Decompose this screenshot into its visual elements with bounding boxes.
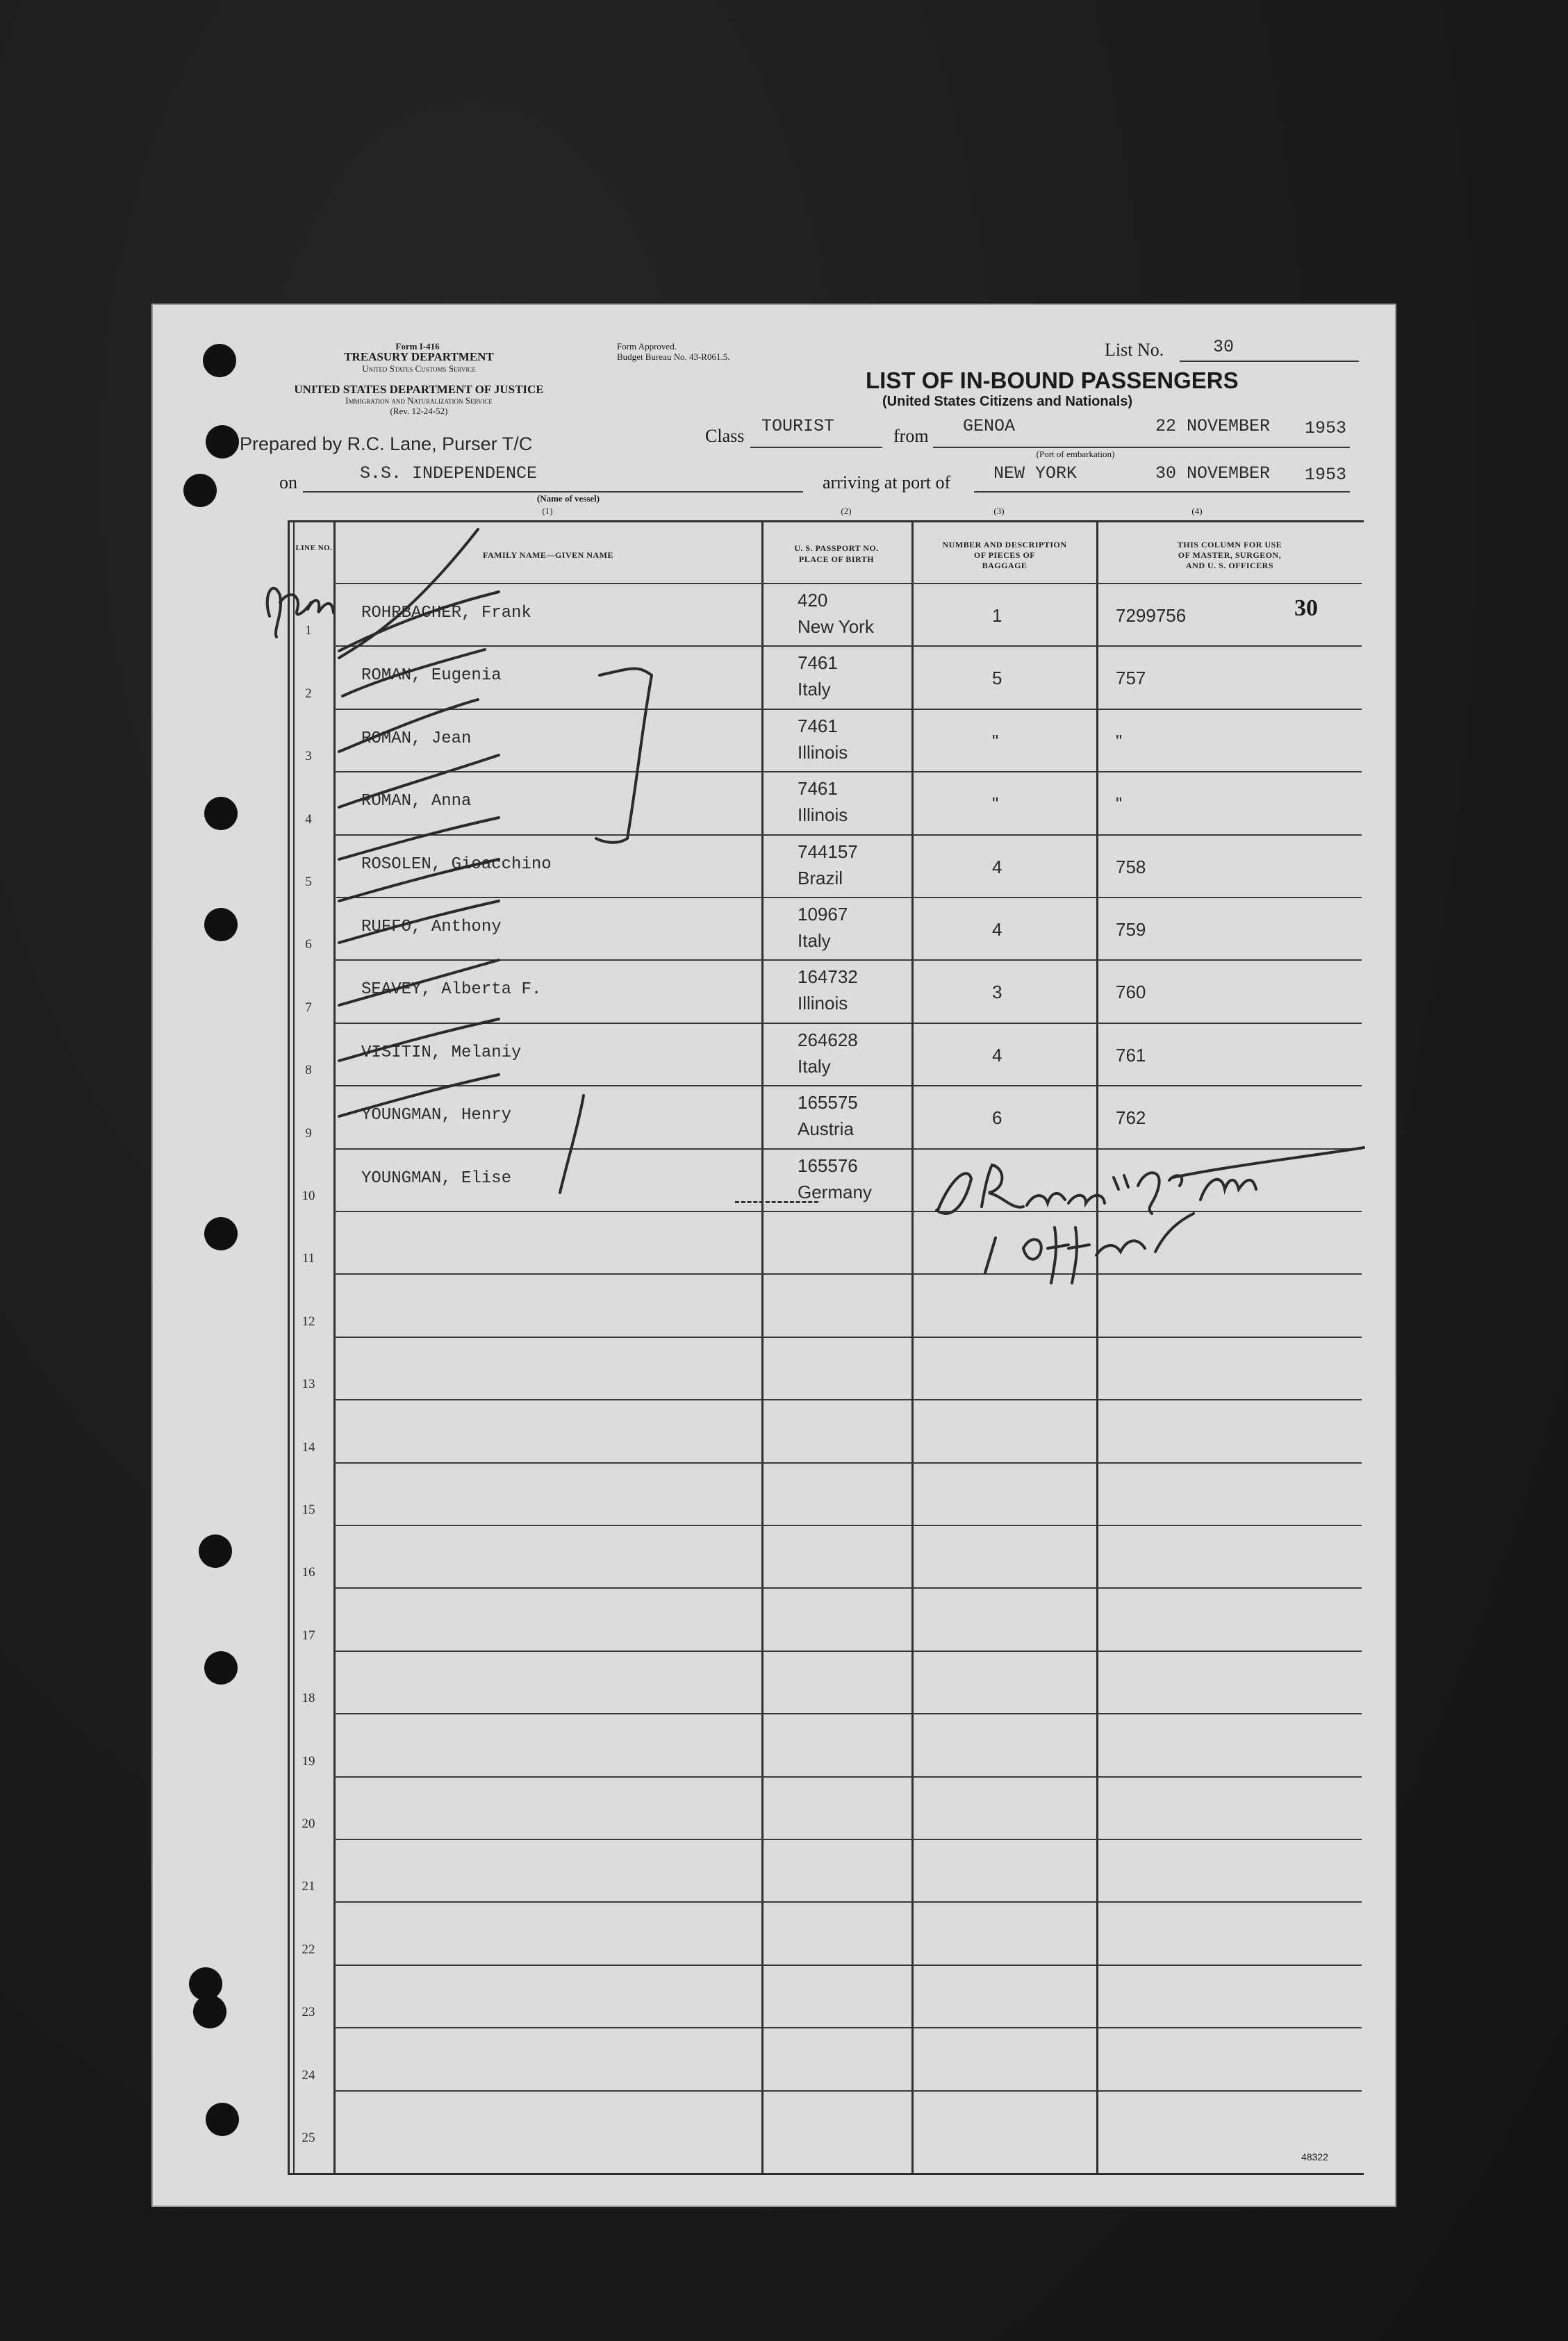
passenger-name: YOUNGMAN, Elise xyxy=(361,1168,512,1188)
line-number: 2 xyxy=(305,686,312,701)
officer-number: " xyxy=(1116,793,1123,815)
baggage-pieces: 5 xyxy=(992,668,1002,689)
arriving-label: arriving at port of xyxy=(823,472,951,493)
class-label: Class xyxy=(705,426,745,446)
service2: Immigration and Naturalization Service xyxy=(345,395,493,406)
form-approved: Form Approved. xyxy=(617,341,677,351)
passenger-name: ROHRBACHER, Frank xyxy=(361,604,531,622)
department2: UNITED STATES DEPARTMENT OF JUSTICE xyxy=(294,383,544,396)
footer-code: 48322 xyxy=(1301,2151,1328,2162)
officer-number: 759 xyxy=(1116,919,1146,940)
line-number: 1 xyxy=(305,623,312,638)
form-number: Form I-416 xyxy=(395,341,440,351)
line-number: 23 xyxy=(302,2005,315,2020)
arrival-port: NEW YORK xyxy=(993,463,1078,483)
passenger-name: YOUNGMAN, Henry xyxy=(361,1106,512,1125)
passenger-name: ROSOLEN, Gioacchino xyxy=(361,854,552,874)
embark-date: 22 NOVEMBER xyxy=(1155,416,1271,436)
line-number: 17 xyxy=(302,1628,315,1643)
officer-number: 760 xyxy=(1116,982,1146,1003)
page-title: LIST OF IN-BOUND PASSENGERS xyxy=(866,367,1239,393)
passport-number: 7461 xyxy=(798,778,838,800)
passenger-name: ROMAN, Eugenia xyxy=(361,666,502,686)
passenger-name: ROMAN, Anna xyxy=(361,792,472,811)
passenger-name: SEAVEY, Alberta F. xyxy=(361,980,542,1000)
revision: (Rev. 12-24-52) xyxy=(390,406,448,416)
passenger-name: RUFFO, Anthony xyxy=(361,918,502,936)
officer-number: 758 xyxy=(1116,856,1146,877)
header-line-no: LINE NO. xyxy=(295,544,333,552)
passport-number: 165575 xyxy=(798,1092,858,1114)
handwritten-note-1 xyxy=(936,1175,1160,1207)
line-number: 6 xyxy=(305,937,312,952)
line-number: 9 xyxy=(305,1125,312,1141)
baggage-pieces: 3 xyxy=(992,982,1002,1003)
list-no-value: 30 xyxy=(1213,337,1235,357)
line-number: 13 xyxy=(302,1377,315,1392)
arrival-date: 30 NOVEMBER xyxy=(1155,463,1271,483)
passport-number: 10967 xyxy=(798,904,848,925)
place-of-birth: New York xyxy=(798,616,874,637)
passport-number: 264628 xyxy=(798,1029,858,1050)
line-number: 14 xyxy=(302,1439,315,1455)
line-number: 4 xyxy=(305,811,312,827)
class-value: TOURIST xyxy=(761,416,835,436)
vessel-caption: (Name of vessel) xyxy=(536,493,600,504)
header-officers-2: OF MASTER, SURGEON, xyxy=(1178,550,1282,560)
form-sheet xyxy=(151,304,1396,2207)
line-number: 8 xyxy=(305,1063,312,1078)
baggage-pieces: 4 xyxy=(992,919,1002,940)
header-baggage-1: NUMBER AND DESCRIPTION xyxy=(942,540,1067,549)
place-of-birth: Germany xyxy=(798,1181,872,1202)
page-subtitle: (United States Citizens and Nationals) xyxy=(882,394,1133,409)
officer-number: 762 xyxy=(1116,1107,1146,1129)
line-number: 22 xyxy=(302,1942,315,1957)
col-num-4: (4) xyxy=(1191,506,1203,516)
place-of-birth: Brazil xyxy=(798,867,843,888)
place-of-birth: Illinois xyxy=(798,993,848,1014)
embark-year: 1953 xyxy=(1305,418,1347,438)
header-passport-2: PLACE OF BIRTH xyxy=(798,554,875,564)
line-number: 25 xyxy=(302,2131,315,2145)
line-number: 21 xyxy=(302,1879,315,1894)
header-name: FAMILY NAME—GIVEN NAME xyxy=(483,550,613,560)
line-number: 16 xyxy=(302,1565,315,1580)
prepared-by: Prepared by R.C. Lane, Purser T/C xyxy=(240,433,533,454)
baggage-pieces: 4 xyxy=(992,1044,1002,1066)
embark-caption: (Port of embarkation) xyxy=(1036,449,1115,459)
baggage-pieces: 1 xyxy=(992,605,1002,626)
line-number: 12 xyxy=(302,1314,315,1329)
passport-number: 7461 xyxy=(798,715,838,736)
line-number: 18 xyxy=(302,1691,315,1706)
place-of-birth: Italy xyxy=(798,1055,831,1077)
line-number: 19 xyxy=(302,1753,315,1769)
passenger-name: VISITIN, Melaniy xyxy=(361,1043,522,1062)
passport-number: 744157 xyxy=(798,841,858,862)
passport-number: 164732 xyxy=(798,966,858,988)
line-number: 3 xyxy=(305,749,312,764)
list-no-label: List No. xyxy=(1105,340,1164,360)
baggage-pieces: 6 xyxy=(992,1107,1002,1129)
col-num-2: (2) xyxy=(841,506,852,516)
passport-number: 165576 xyxy=(798,1155,858,1176)
passport-number: 7461 xyxy=(798,652,838,674)
from-value: GENOA xyxy=(963,416,1016,436)
line-number: 24 xyxy=(302,2067,315,2083)
line-number: 20 xyxy=(302,1817,315,1831)
line-number: 11 xyxy=(302,1251,315,1266)
place-of-birth: Austria xyxy=(798,1118,854,1140)
header-baggage-3: BAGGAGE xyxy=(982,561,1028,570)
header-officers-3: AND U. S. OFFICERS xyxy=(1185,561,1273,570)
place-of-birth: Illinois xyxy=(798,804,848,826)
place-of-birth: Italy xyxy=(798,930,831,951)
passenger-name: ROMAN, Jean xyxy=(361,729,472,748)
col-num-3: (3) xyxy=(993,506,1005,516)
place-of-birth: Illinois xyxy=(798,741,848,763)
on-label: on xyxy=(279,472,297,493)
baggage-pieces: " xyxy=(992,730,999,752)
stamp-number: 30 xyxy=(1294,595,1318,621)
officer-number: 761 xyxy=(1116,1044,1146,1066)
line-number: 5 xyxy=(305,875,312,889)
header-baggage-2: OF PIECES OF xyxy=(973,550,1036,560)
service: United States Customs Service xyxy=(362,363,476,374)
department: TREASURY DEPARTMENT xyxy=(344,350,494,363)
place-of-birth: Italy xyxy=(798,679,831,700)
handwritten-note-2 xyxy=(985,1234,1067,1266)
from-label: from xyxy=(893,426,929,446)
officer-number: 757 xyxy=(1116,668,1146,689)
line-number: 10 xyxy=(302,1189,315,1203)
handwriting-marks xyxy=(151,304,1396,2207)
col-num-1: (1) xyxy=(542,506,553,516)
line-number: 15 xyxy=(302,1503,315,1517)
line-number: 7 xyxy=(305,1000,312,1015)
vessel-name: S.S. INDEPENDENCE xyxy=(360,463,538,483)
baggage-pieces: " xyxy=(992,793,999,815)
header-passport-1: U. S. PASSPORT NO. xyxy=(794,543,879,553)
passport-number: 420 xyxy=(798,590,828,611)
baggage-pieces: 4 xyxy=(992,856,1002,877)
header-officers-1: THIS COLUMN FOR USE xyxy=(1177,540,1282,549)
officer-number: 7299756 xyxy=(1116,605,1187,626)
budget-number: Budget Bureau No. 43-R061.5. xyxy=(617,351,730,362)
officer-number: " xyxy=(1116,730,1123,752)
arrival-year: 1953 xyxy=(1305,465,1347,485)
